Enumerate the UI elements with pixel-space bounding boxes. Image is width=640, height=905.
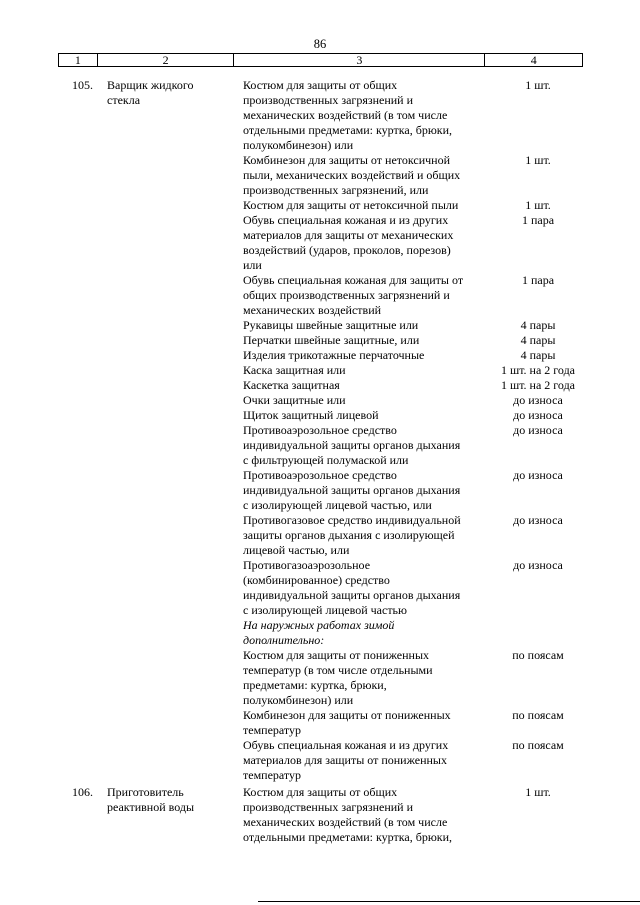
- protective-item-text: предметами: куртка, брюки,: [243, 678, 387, 692]
- protective-item-text: температур: [243, 723, 302, 737]
- protective-item-text: механических воздействий (в том числе: [243, 108, 448, 122]
- protective-item-text: температур: [243, 768, 302, 782]
- protective-item-text: Костюм для защиты от пониженных: [243, 648, 430, 662]
- row-number: 105.: [72, 78, 93, 92]
- issue-quantity: 1 пара: [521, 213, 555, 227]
- header-col-1: 1: [59, 54, 98, 66]
- protective-item-text: общих производственных загрязнений и: [243, 288, 450, 302]
- protective-item-text: лицевой частью, или: [243, 543, 350, 557]
- issue-quantity: до износа: [513, 558, 563, 572]
- protective-item-text: отдельными предметами: куртка, брюки,: [243, 830, 453, 844]
- protective-item-text: На наружных работах зимой: [243, 618, 395, 632]
- protective-item-text: Обувь специальная кожаная и из других: [243, 738, 449, 752]
- protective-item-text: Комбинезон для защиты от пониженных: [243, 708, 451, 722]
- protective-item-text: Противоаэрозольное средство: [243, 423, 397, 437]
- protective-item-text: с изолирующей лицевой частью, или: [243, 498, 432, 512]
- protective-item-text: пыли, механических воздействий и общих: [243, 168, 461, 182]
- issue-quantity: до износа: [513, 393, 563, 407]
- protective-item-text: Изделия трикотажные перчаточные: [243, 348, 425, 362]
- issue-quantity: 1 шт. на 2 года: [500, 363, 576, 377]
- issue-quantity: по поясам: [512, 648, 564, 662]
- protective-item-text: Противогазоаэрозольное: [243, 558, 371, 572]
- protective-item-text: с изолирующей лицевой частью: [243, 603, 407, 617]
- protective-item-text: Перчатки швейные защитные, или: [243, 333, 420, 347]
- issue-quantity: 1 шт.: [525, 785, 551, 799]
- issue-quantity: 4 пары: [520, 333, 556, 347]
- protective-item-text: температур (в том числе отдельными: [243, 663, 433, 677]
- protective-item-text: индивидуальной защиты органов дыхания: [243, 438, 461, 452]
- issue-quantity: по поясам: [512, 708, 564, 722]
- protective-item-text: производственных загрязнений и: [243, 93, 414, 107]
- protective-item-text: механических воздействий: [243, 303, 382, 317]
- protective-item-text: (комбинированное) средство: [243, 573, 390, 587]
- protective-item-text: Каскетка защитная: [243, 378, 340, 392]
- protective-item-text: производственных загрязнений, или: [243, 183, 429, 197]
- issue-quantity: до износа: [513, 423, 563, 437]
- protective-item-text: с фильтрующей полумаской или: [243, 453, 409, 467]
- issue-quantity: по поясам: [512, 738, 564, 752]
- protective-item-text: Костюм для защиты от нетоксичной пыли: [243, 198, 459, 212]
- protective-item-text: материалов для защиты от пониженных: [243, 753, 447, 767]
- protective-item-text: полукомбинезон) или: [243, 138, 354, 152]
- issue-quantity: до износа: [513, 468, 563, 482]
- protective-item-text: защиты органов дыхания с изолирующей: [243, 528, 455, 542]
- table-header: [58, 53, 583, 67]
- header-col-4: 4: [530, 53, 537, 67]
- protective-item-text: Костюм для защиты от общих: [243, 785, 398, 799]
- protective-item-text: полукомбинезон) или: [243, 693, 354, 707]
- protective-item-text: индивидуальной защиты органов дыхания: [243, 588, 461, 602]
- protective-item-text: Рукавицы швейные защитные или: [243, 318, 419, 332]
- protective-item-text: Комбинезон для защиты от нетоксичной: [243, 153, 451, 167]
- protective-item-text: производственных загрязнений и: [243, 800, 414, 814]
- issue-quantity: 1 шт. на 2 года: [500, 378, 576, 392]
- protective-item-text: Каска защитная или: [243, 363, 346, 377]
- bottom-divider: [258, 901, 640, 902]
- issue-quantity: 4 пары: [520, 348, 556, 362]
- protective-item-text: воздействий (ударов, проколов, порезов): [243, 243, 451, 257]
- protective-item-text: материалов для защиты от механических: [243, 228, 454, 242]
- protective-item-text: дополнительно:: [243, 633, 325, 647]
- profession-name: стекла: [107, 93, 141, 107]
- issue-quantity: 1 пара: [521, 273, 555, 287]
- issue-quantity: до износа: [513, 513, 563, 527]
- protective-item-text: индивидуальной защиты органов дыхания: [243, 483, 461, 497]
- profession-name: Варщик жидкого: [107, 78, 194, 92]
- protective-item-text: Щиток защитный лицевой: [243, 408, 379, 422]
- issue-quantity: 4 пары: [520, 318, 556, 332]
- issue-quantity: 1 шт.: [525, 78, 551, 92]
- issue-quantity: 1 шт.: [525, 198, 551, 212]
- protective-item-text: Костюм для защиты от общих: [243, 78, 398, 92]
- protective-item-text: механических воздействий (в том числе: [243, 815, 448, 829]
- header-col-3: 3: [234, 54, 485, 66]
- issue-quantity: 1 шт.: [525, 153, 551, 167]
- protective-item-text: Обувь специальная кожаная и из других: [243, 213, 449, 227]
- profession-name: Приготовитель: [107, 785, 184, 799]
- protective-item-text: Противоаэрозольное средство: [243, 468, 397, 482]
- page-number: 86: [313, 37, 327, 51]
- protective-item-text: или: [243, 258, 262, 272]
- header-col-2: 2: [98, 54, 234, 66]
- protective-item-text: Очки защитные или: [243, 393, 346, 407]
- protective-item-text: Противогазовое средство индивидуальной: [243, 513, 461, 527]
- protective-item-text: отдельными предметами: куртка, брюки,: [243, 123, 453, 137]
- issue-quantity: до износа: [513, 408, 563, 422]
- row-number: 106.: [72, 785, 93, 799]
- profession-name: реактивной воды: [107, 800, 195, 814]
- protective-item-text: Обувь специальная кожаная для защиты от: [243, 273, 464, 287]
